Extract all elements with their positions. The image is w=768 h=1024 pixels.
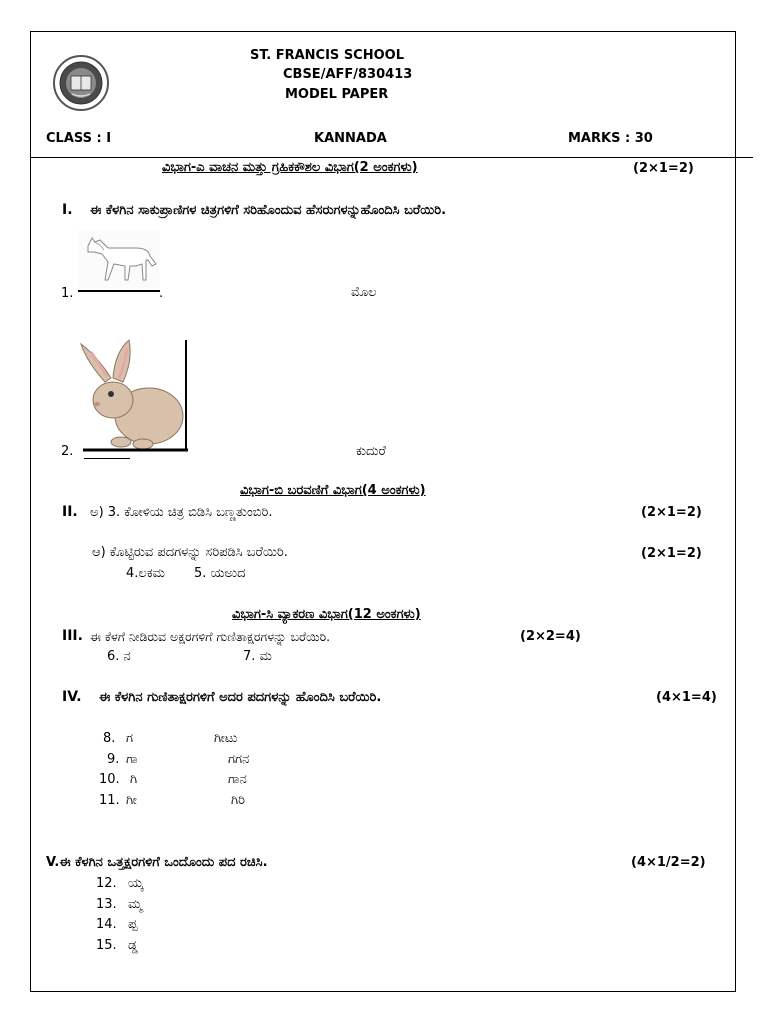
list-item-number: 12. <box>96 876 117 891</box>
marks-label: MARKS : 30 <box>568 131 653 146</box>
question-2b-marks: (2×1=2) <box>641 546 702 561</box>
question-2b-items: 4.ಲಕಮ 5. ಯಅುದ <box>126 566 246 581</box>
question-1-text: ಈ ಕೆಳಗಿನ ಸಾಕುಪ್ರಾಣಿಗಳ ಚಿತ್ರಗಳಿಗೆ ಸರಿಹೊಂದುವ ಹೆಸರುಗಳನ್ನುಹೊಂದಿಸಿ ಬರೆಯಿರಿ. <box>90 203 447 218</box>
list-item-letter: ಗ <box>126 731 134 746</box>
section-a-title: ವಿಭಾಗ-ಎ ವಾಚನ ಮತ್ತು ಗ್ರಹಿಕಕೌಶಲ ವಿಭಾಗ(2 ಅಂಕಗಳು) <box>162 160 418 175</box>
item-2-number: 2. <box>61 444 74 459</box>
section-c-title: ವಿಭಾಗ-ಸಿ ವ್ಯಾಕರಣ ವಿಭಾಗ(12 ಅಂಕಗಳು) <box>232 607 421 622</box>
question-3-marks: (2×2=4) <box>520 629 581 644</box>
question-3-text: ಈ ಕೆಳಗೆ ನೀಡಿರುವ ಅಕ್ಷರಗಳಿಗೆ ಗುಣಿತಾಕ್ಷರಗಳನ್ನು ಬರೆಯಿರಿ. <box>90 629 331 644</box>
question-2a-text: ಅ) 3. ಕೋಳಿಯ ಚಿತ್ರ ಬಿಡಿಸಿ ಬಣ್ಣತುಂಬಿರಿ. <box>90 505 273 520</box>
paper-type: MODEL PAPER <box>285 87 389 102</box>
list-item-letter: ಗಾ <box>126 752 138 767</box>
question-4-text: ಈ ಕೆಳಗಿನ ಗುಣಿತಾಕ್ಷರಗಳಿಗೆ ಅದರ ಪದಗಳನ್ನು ಹೊಂದಿಸಿ ಬರೆಯಿರಿ. <box>99 690 382 705</box>
school-logo <box>52 54 110 112</box>
list-item-letter: ಗೀ <box>126 793 137 808</box>
list-item-letter: ಗಿ <box>130 772 138 787</box>
list-item-letter: ಯ್ಕ <box>128 876 144 891</box>
list-item-number: 14. <box>96 917 117 932</box>
question-5-marks: (4×1/2=2) <box>631 855 706 870</box>
section-b-title: ವಿಭಾಗ-ಬಿ ಬರವಣಿಗೆ ವಿಭಾಗ(4 ಅಂಕಗಳು) <box>240 483 426 498</box>
question-2-number: II. <box>62 504 78 520</box>
list-item-number: 11. <box>99 793 120 808</box>
item-1-number: 1. <box>61 286 74 301</box>
class-label: CLASS : I <box>46 131 112 146</box>
list-item-number: 13. <box>96 897 117 912</box>
list-item-word: ಗಗನ <box>228 752 250 767</box>
list-item-letter: ಮ್ಮ <box>128 897 143 912</box>
list-item-letter: ಪ್ಪ <box>128 917 138 932</box>
question-3-item-7: 7. ಮ <box>243 649 272 664</box>
question-4-marks: (4×1=4) <box>656 690 717 705</box>
question-1-number: I. <box>62 202 73 218</box>
answer-blank-2[interactable] <box>84 458 130 459</box>
horse-picture <box>78 230 160 288</box>
list-item-number: 8. <box>103 731 116 746</box>
section-a-marks: (2×1=2) <box>633 161 694 176</box>
item-2-word: ಕುದುರೆ <box>356 444 386 459</box>
list-item-word: ಗೀಟು <box>214 731 238 746</box>
list-item-word: ಗಿರಿ <box>231 793 245 808</box>
item-1-dot: . <box>159 286 164 301</box>
header-divider <box>30 157 753 158</box>
subject-label: KANNADA <box>314 131 387 146</box>
question-3-number: III. <box>62 628 83 644</box>
list-item-number: 10. <box>99 772 120 787</box>
question-5-text: V.ಈ ಕೆಳಗಿನ ಒತ್ತಕ್ಷರಗಳಿಗೆ ಒಂದೊಂದು ಪದ ರಚಿಸಿ. <box>46 855 268 870</box>
affiliation-code: CBSE/AFF/830413 <box>283 67 413 82</box>
item-1-word: ಮೊಲ <box>351 285 377 300</box>
question-2b-text: ಆ) ಕೊಟ್ಟಿರುವ ಪದಗಳನ್ನು ಸರಿಪಡಿಸಿ ಬರೆಯಿರಿ. <box>92 545 288 560</box>
list-item-number: 9. <box>107 752 120 767</box>
rabbit-picture <box>77 338 189 454</box>
question-2a-marks: (2×1=2) <box>641 505 702 520</box>
question-3-item-6: 6. ನ <box>107 649 131 664</box>
school-name: ST. FRANCIS SCHOOL <box>250 48 404 63</box>
question-4-number: IV. <box>62 689 82 705</box>
list-item-letter: ಡ್ಡ <box>128 938 138 953</box>
list-item-word: ಗಾನ <box>228 772 247 787</box>
answer-blank-1[interactable] <box>78 290 160 292</box>
list-item-number: 15. <box>96 938 117 953</box>
